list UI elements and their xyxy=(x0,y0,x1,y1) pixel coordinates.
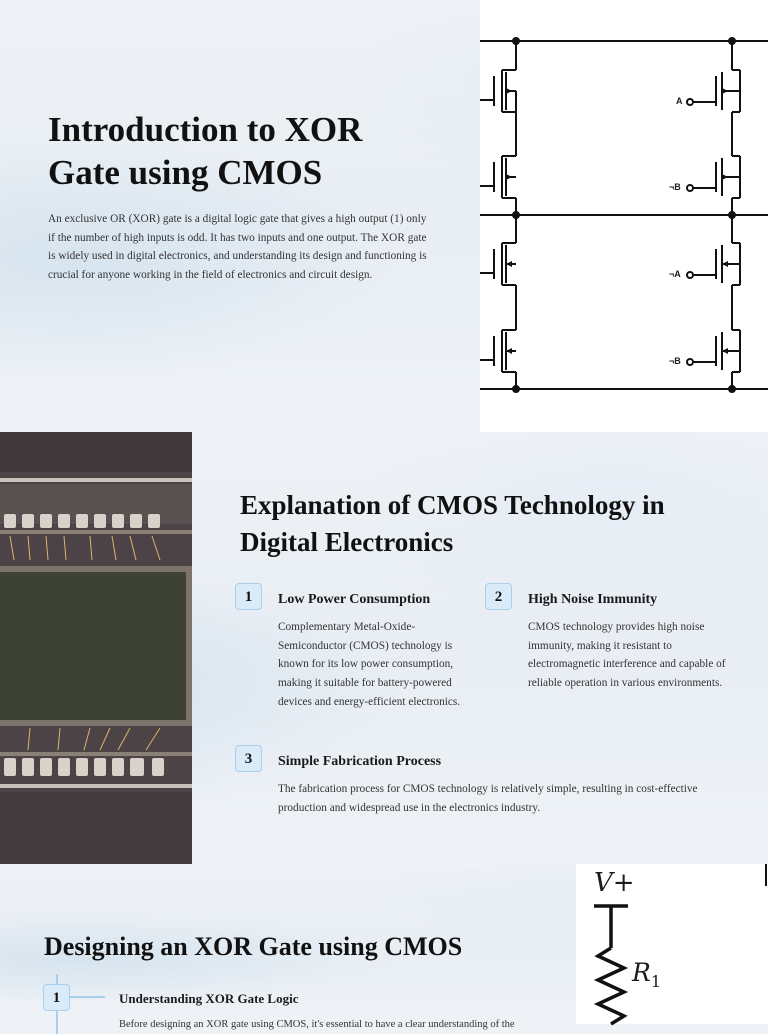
r1-letter: R xyxy=(632,958,651,987)
slide-description: An exclusive OR (XOR) gate is a digital logic gate that gives a high output (1) only if the number of high inputs is odd. It has two inputs and one output. The XOR gate is widely used in digital electronics, and understanding its design and functioning is crucial for anyone working in the field of electronics and circuit design. xyxy=(48,213,427,281)
slide-title: Explanation of CMOS Technology in Digital Electronics xyxy=(240,490,665,557)
vplus-label: V+ xyxy=(594,868,635,898)
schematic-label-a: A xyxy=(676,96,683,106)
feature-description: CMOS technology provides high noise immunity, making it resistant to electromagnetic interference and capable of reliable operation in various environments. xyxy=(528,621,726,690)
resistor-schematic xyxy=(576,864,768,1024)
slide-title: Introduction to XOR Gate using CMOS xyxy=(48,110,363,192)
slide-cmos-technology xyxy=(0,432,768,864)
slide-designing-xor xyxy=(0,864,768,1030)
step-number-badge: 2 xyxy=(485,583,512,610)
feature-description: The fabrication process for CMOS technology is relatively simple, resulting in cost-effective production and widespread use in the electronics industry. xyxy=(278,783,698,814)
feature-title: Low Power Consumption xyxy=(278,592,431,607)
schematic-label-not-b-lower: ¬B xyxy=(669,356,681,366)
cmos-xor-schematic xyxy=(480,0,768,432)
schematic-label-not-a: ¬A xyxy=(669,269,681,279)
feature-description: Complementary Metal-Oxide-Semiconductor (CMOS) technology is known for its low power consumption, making it suitable for battery-powered devices and energy-efficient electronics. xyxy=(278,621,461,708)
feature-title: Simple Fabrication Process xyxy=(278,754,442,769)
schematic-label-not-b: ¬B xyxy=(669,182,681,192)
step-title: Understanding XOR Gate Logic xyxy=(119,991,299,1006)
step-number-badge: 1 xyxy=(43,984,70,1011)
step-number-badge: 3 xyxy=(235,745,262,772)
cmos-chip-photo xyxy=(0,432,192,864)
timeline-connector xyxy=(69,996,105,998)
step-description: Before designing an XOR gate using CMOS, it's essential to have a clear understanding of the xyxy=(119,1019,515,1030)
feature-title: High Noise Immunity xyxy=(528,592,658,607)
step-number-badge: 1 xyxy=(235,583,262,610)
r1-label xyxy=(632,958,661,991)
slide-title: Designing an XOR Gate using CMOS xyxy=(44,932,463,961)
r1-subscript: 1 xyxy=(650,972,662,991)
slide-introduction xyxy=(0,0,768,432)
